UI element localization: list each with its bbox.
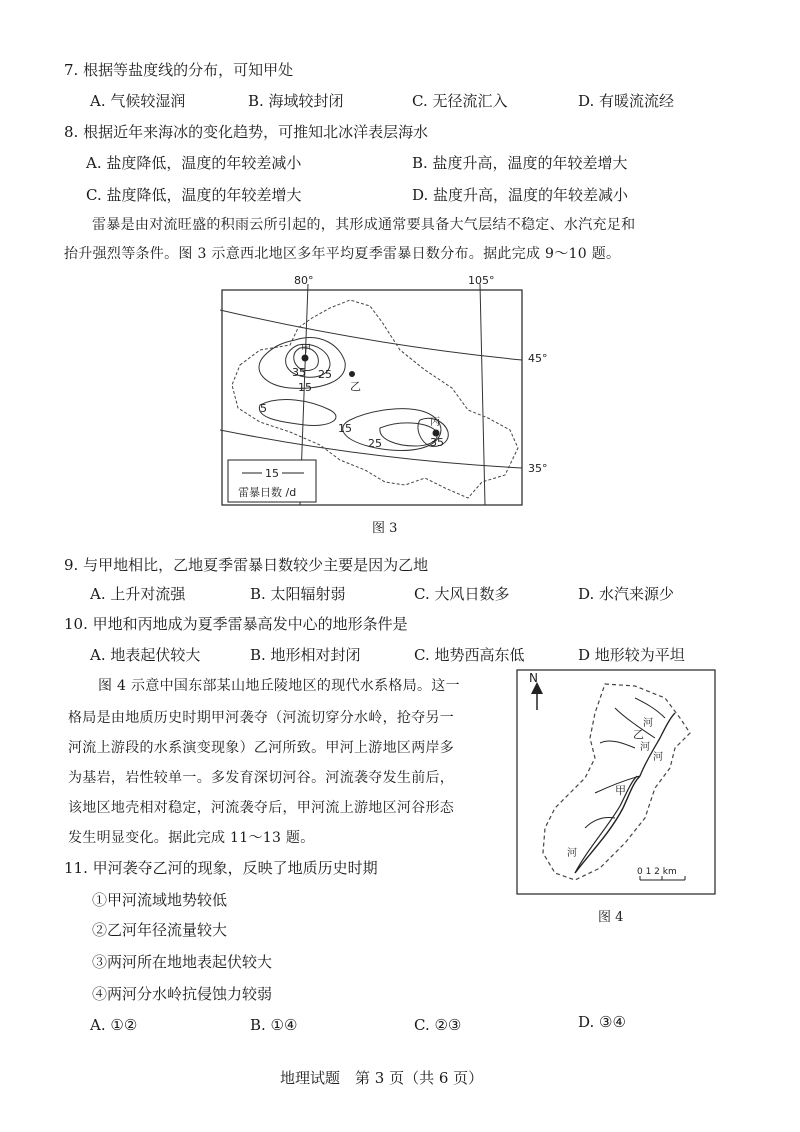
q11-item-1: ①甲河流域地势较低 <box>92 891 228 909</box>
q9-option-d: D. 水汽来源少 <box>578 585 675 603</box>
label-jia: 甲 <box>615 784 626 797</box>
label-yi: 乙 <box>633 728 644 741</box>
passage2-line6: 发生明显变化。据此完成 11～13 题。 <box>68 830 315 846</box>
lat-45-label: 45° <box>528 352 548 365</box>
q11-item-4: ④两河分水岭抗侵蚀力较弱 <box>92 985 273 1003</box>
passage1-line1: 雷暴是由对流旺盛的积雨云所引起的，其形成通常要具备大气层结不稳定、水汽充足和 <box>92 217 636 233</box>
map-frame <box>517 670 715 894</box>
q11-stem: 11. 甲河袭夺乙河的现象，反映了地质历史时期 <box>64 859 378 877</box>
q10-option-b: B. 地形相对封闭 <box>250 646 361 664</box>
q10-option-a: A. 地表起伏较大 <box>90 646 201 664</box>
q7-option-d: D. 有暖流流经 <box>578 92 675 110</box>
q11-option-a: A. ①② <box>90 1016 138 1034</box>
passage2-line1: 图 4 示意中国东部某山地丘陵地区的现代水系格局。这一 <box>98 678 460 694</box>
label-he-4: 河 <box>567 848 577 859</box>
label-bing: 丙 <box>430 417 440 428</box>
passage2-line4: 为基岩，岩性较单一。多发育深切河谷。河流袭夺发生前后， <box>68 770 455 786</box>
contour-label-35-east: 35 <box>430 436 444 449</box>
lat-35-label: 35° <box>528 462 548 475</box>
point-jia <box>302 355 309 362</box>
q7-option-c: C. 无径流汇入 <box>412 92 508 110</box>
contour-label-15-west: 15 <box>298 381 312 394</box>
contour-label-35-west: 35 <box>292 366 306 379</box>
q7-option-b: B. 海域较封闭 <box>248 92 344 110</box>
q9-option-c: C. 大风日数多 <box>414 585 510 603</box>
legend-value: 15 <box>265 467 279 480</box>
q11-option-d: D. ③④ <box>578 1013 626 1031</box>
q8-option-d: D. 盐度升高，温度的年较差减小 <box>412 186 629 204</box>
passage2-line5: 该地区地壳相对稳定，河流袭夺后，甲河流上游地区河谷形态 <box>68 800 455 816</box>
label-jia: 甲 <box>301 344 311 355</box>
q11-item-2: ②乙河年径流量较大 <box>92 921 228 939</box>
q10-option-c: C. 地势西高东低 <box>414 646 525 664</box>
figure-3-map <box>220 270 565 515</box>
contour-label-15-east: 15 <box>338 422 352 435</box>
label-he-1: 河 <box>643 718 653 729</box>
label-he-2: 河 <box>653 752 663 763</box>
contour-label-25-east: 25 <box>368 437 382 450</box>
label-he-3: 河 <box>640 742 650 753</box>
q7-stem: 7. 根据等盐度线的分布，可知甲处 <box>64 61 294 79</box>
q7-option-a: A. 气候较湿润 <box>90 92 186 110</box>
q11-option-c: C. ②③ <box>414 1016 462 1034</box>
lon-105-label: 105° <box>468 274 495 287</box>
passage2-line3: 河流上游段的水系演变现象）乙河所致。甲河上游地区两岸多 <box>68 740 455 756</box>
label-yi: 乙 <box>350 380 361 393</box>
lon-80-label: 80° <box>294 274 314 287</box>
q8-option-a: A. 盐度降低，温度的年较差减小 <box>86 154 302 172</box>
figure-3-caption: 图 3 <box>372 521 398 536</box>
passage2-line2: 格局是由地质历史时期甲河袭夺（河流切穿分水岭，抢夺另一 <box>68 710 455 726</box>
q9-option-b: B. 太阳辐射弱 <box>250 585 346 603</box>
q9-stem: 9. 与甲地相比，乙地夏季雷暴日数较少主要是因为乙地 <box>64 556 429 574</box>
q10-option-d: D 地形较为平坦 <box>578 646 685 664</box>
contour-label-25-west: 25 <box>318 368 332 381</box>
q10-stem: 10. 甲地和丙地成为夏季雷暴高发中心的地形条件是 <box>64 615 408 633</box>
q11-item-3: ③两河所在地地表起伏较大 <box>92 953 273 971</box>
point-yi <box>349 371 355 377</box>
q8-option-b: B. 盐度升高，温度的年较差增大 <box>412 154 628 172</box>
q11-option-b: B. ①④ <box>250 1016 298 1034</box>
passage1-line2: 抬升强烈等条件。图 3 示意西北地区多年平均夏季雷暴日数分布。据此完成 9～10 题。 <box>64 246 621 262</box>
contour-label-5: 5 <box>260 402 267 415</box>
q8-stem: 8. 根据近年来海冰的变化趋势，可推知北冰洋表层海水 <box>64 123 429 141</box>
q8-option-c: C. 盐度降低，温度的年较差增大 <box>86 186 302 204</box>
scale-label: 0 1 2 km <box>637 867 677 877</box>
figure-4-caption: 图 4 <box>598 910 624 925</box>
figure-4-map <box>515 668 720 900</box>
north-label: N <box>529 671 538 685</box>
page-footer: 地理试题 第 3 页（共 6 页） <box>280 1069 484 1087</box>
q9-option-a: A. 上升对流强 <box>90 585 186 603</box>
legend-label: 雷暴日数 /d <box>238 486 297 499</box>
